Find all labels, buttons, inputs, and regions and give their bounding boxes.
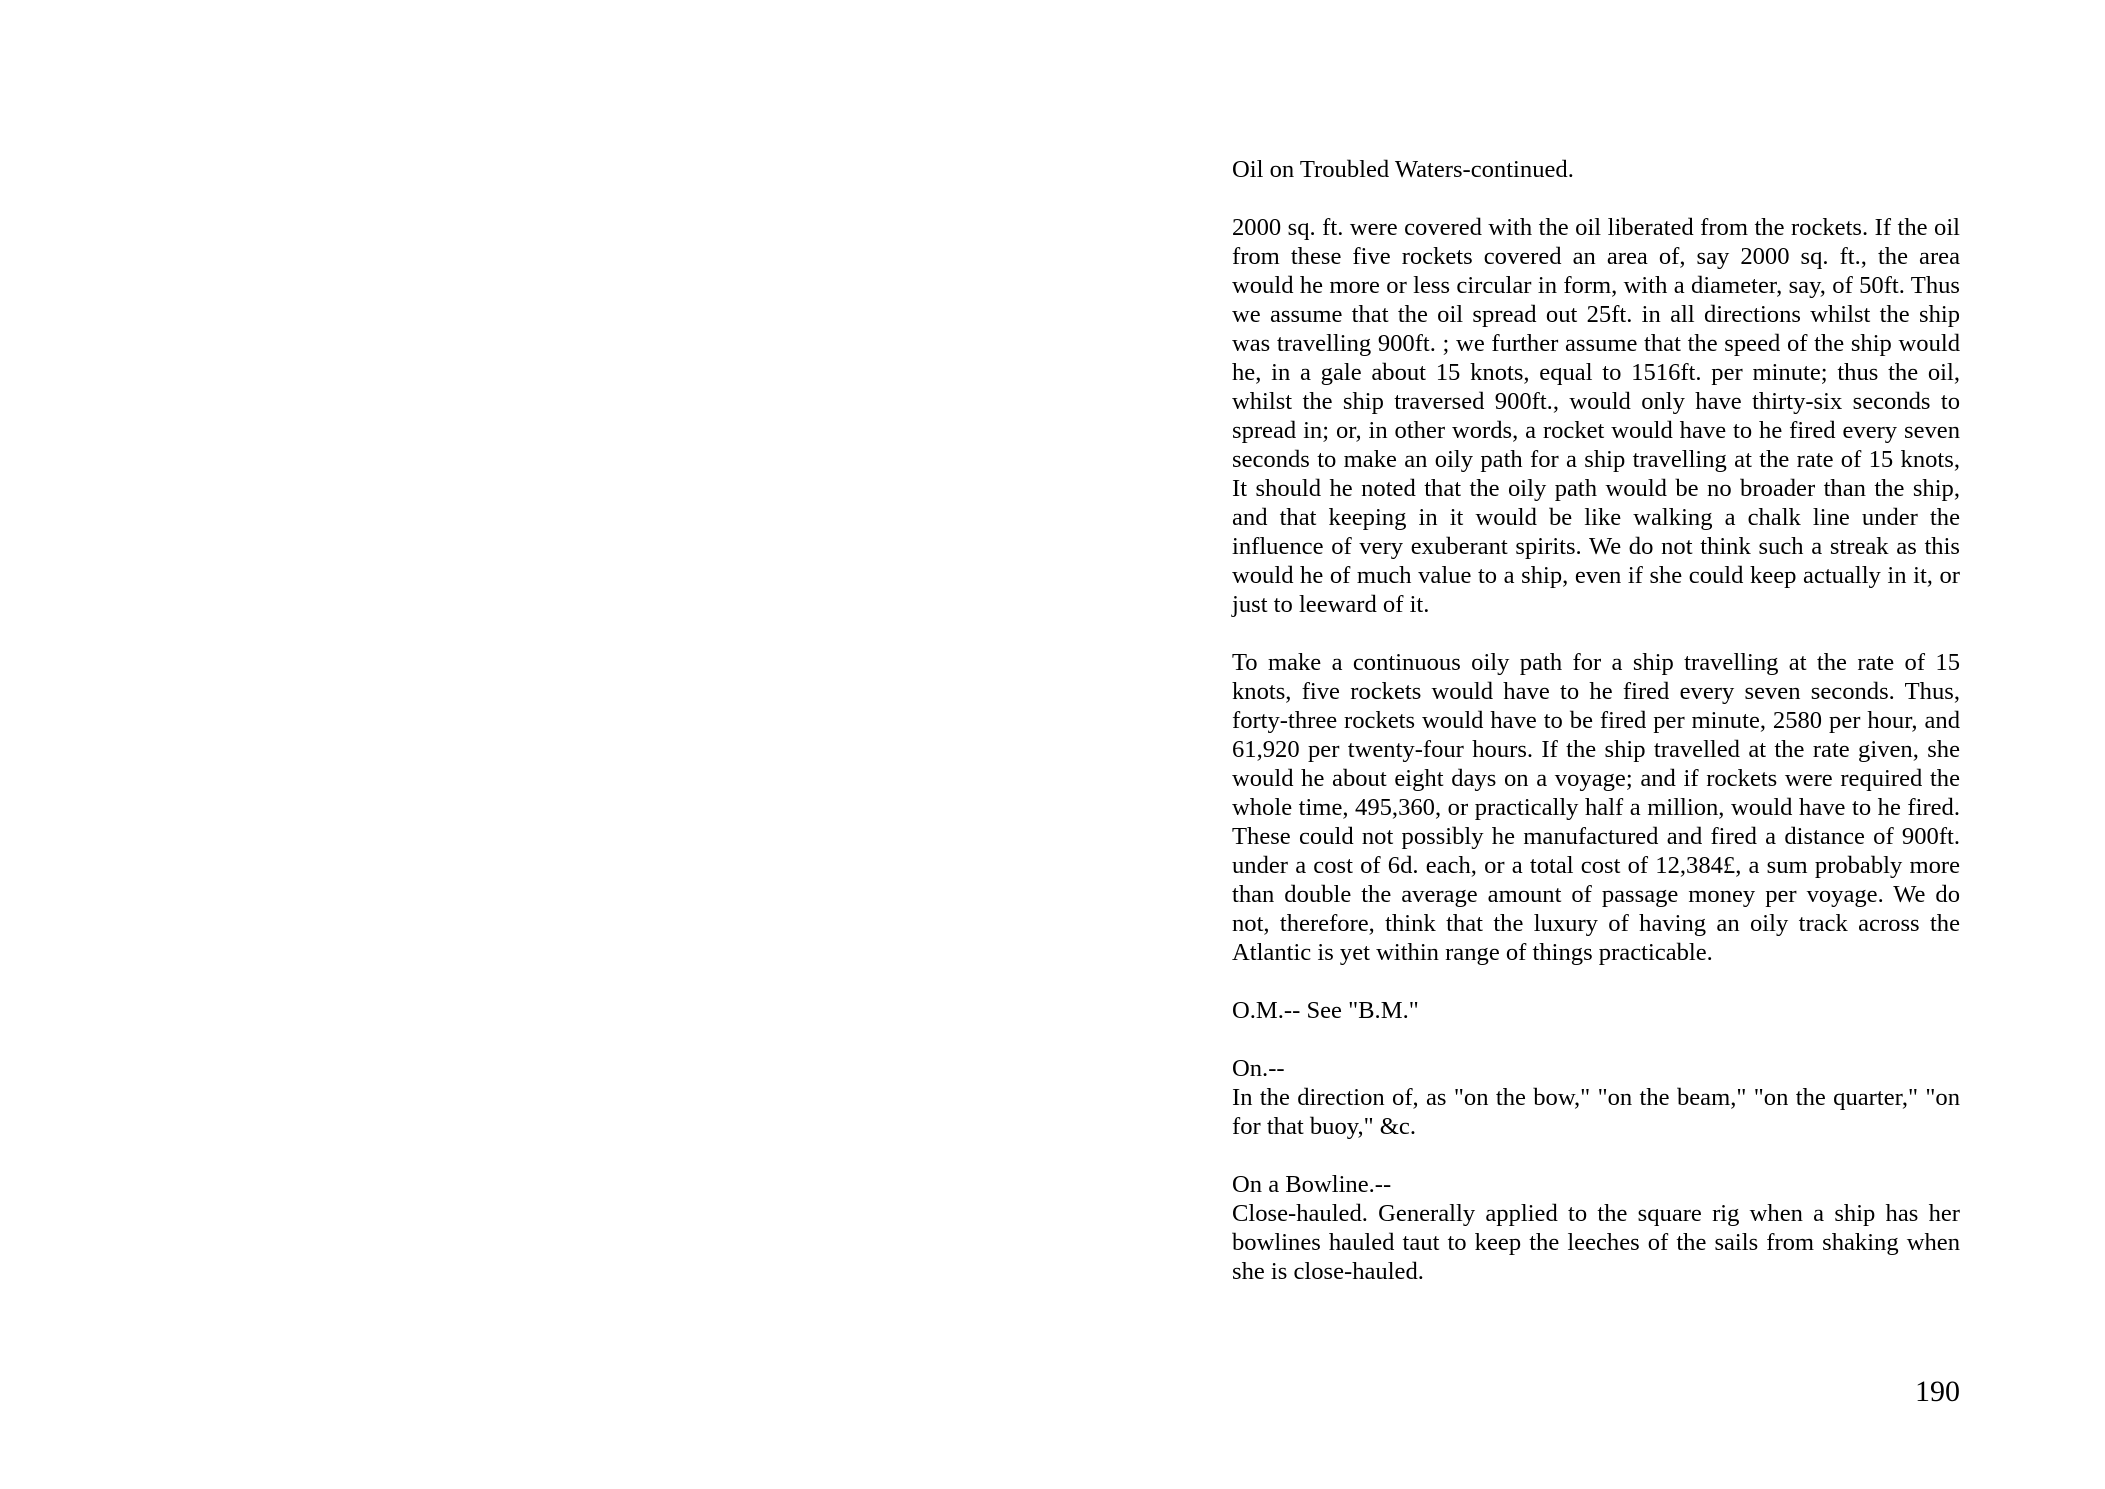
entry-term-on-a-bowline: On a Bowline.-- — [1232, 1171, 1392, 1198]
body-paragraph-2: To make a continuous oily path for a ship travelling at the rate of 15 knots, five rockets would have to he fired every seven seconds. Thus, forty-three rockets would have to be fired per minute, 2580 per hour, and 61,920 per twenty-four hours. If the ship travelled at the rate given, she would he about eight days on a voyage; and if rockets were required the whole time, 495,360, or practically half a million, would have to he fired. These could not possibly he manufactured and fired a distance of 900ft. under a cost of 6d. each, or a total cost of 12,384£, a sum probably more than double the average amount of passage money per voyage. We do not, therefore, think that the luxury of having an oily track across the Atlantic is yet within range of things practicable. — [1232, 649, 1960, 966]
page-body — [1232, 155, 1960, 1315]
section-heading: Oil on Troubled Waters-continued. — [1232, 156, 1574, 183]
body-paragraph-1: 2000 sq. ft. were covered with the oil liberated from the rockets. If the oil from these five rockets covered an area of, say 2000 sq. ft., the area would he more or less circular in form, with a diameter, say, of 50ft. Thus we assume that the oil spread out 25ft. in all directions whilst the ship was travelling 900ft. ; we further assume that the speed of the ship would he, in a gale about 15 knots, equal to 1516ft. per minute; thus the oil, whilst the ship traversed 900ft., would only have thirty-six seconds to spread in; or, in other words, a rocket would have to he fired every seven seconds to make an oily path for a ship travelling at the rate of 15 knots, It should he noted that the oily path would be no broader than the ship, and that keeping in it would be like walking a chalk line under the influence of very exuberant spirits. We do not think such a streak as this would he of much value to a ship, even if she could keep actually in it, or just to leeward of it. — [1232, 214, 1960, 618]
entry-term-on: On.-- — [1232, 1055, 1285, 1082]
page-number: 190 — [1915, 1375, 1960, 1408]
entry-definition-on-a-bowline: Close-hauled. Generally applied to the square rig when a ship has her bowlines hauled taut to keep the leeches of the sails from shaking when she is close-hauled. — [1232, 1200, 1960, 1285]
entry-definition-on: In the direction of, as "on the bow," "on the beam," "on the quarter," "on for that buoy," &c. — [1232, 1084, 1960, 1140]
cross-reference-entry: O.M.-- See "B.M." — [1232, 997, 1419, 1024]
